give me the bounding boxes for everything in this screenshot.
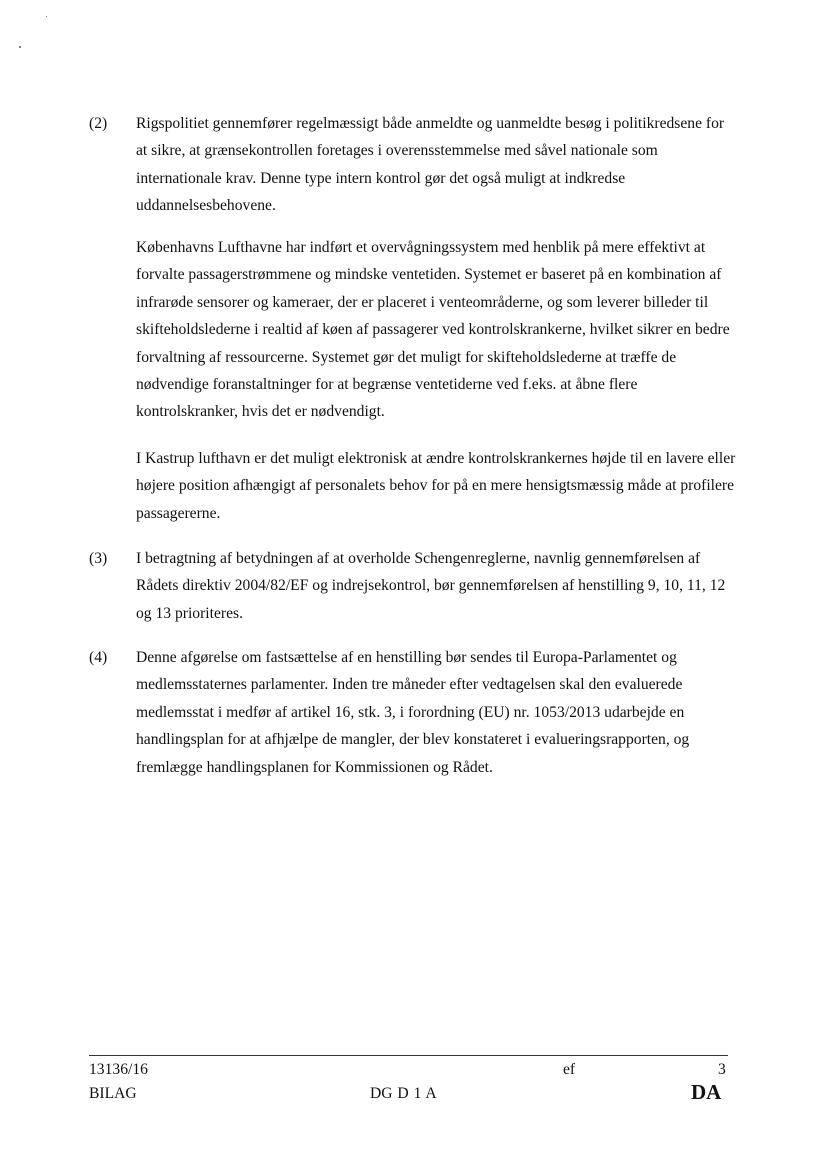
footer-rule bbox=[89, 1055, 728, 1056]
footer-dg: DG D 1 A bbox=[370, 1085, 437, 1102]
footer-doc-number: 13136/16 bbox=[89, 1061, 148, 1078]
scan-speck bbox=[19, 46, 21, 48]
footer-page-number: 3 bbox=[718, 1061, 726, 1078]
footer-initials: ef bbox=[563, 1061, 576, 1078]
paragraph-number: (4) bbox=[89, 649, 108, 666]
footer-annex: BILAG bbox=[89, 1085, 137, 1102]
paragraph-number: (3) bbox=[89, 550, 108, 567]
paragraph-text: I Kastrup lufthavn er det muligt elektronisk at ændre kontrolskrankernes højde til en lavere eller højere position afhængigt af personalets behov for på en mere hensigtsmæssig måde at profilere passagererne. bbox=[136, 450, 736, 522]
scan-speck bbox=[46, 16, 47, 17]
paragraph-text: Rigspolitiet gennemfører regelmæssigt både anmeldte og uanmeldte besøg i politikredsene for at sikre, at grænsekontrollen foretages i overensstemmelse med såvel nationale som internationale krav. Denne type intern kontrol gør det også muligt at indkredse uddannelsesbehovene. bbox=[136, 115, 725, 215]
paragraph-text: I betragtning af betydningen af at overholde Schengenreglerne, navnlig gennemførelsen af Rådets direktiv 2004/82/EF og indrejsekontrol, bør gennemførelsen af henstilling 9, 10, 11, 12 og 13 prioriteres. bbox=[136, 550, 726, 622]
footer-language-code: DA bbox=[691, 1080, 722, 1104]
paragraph-number: (2) bbox=[89, 115, 108, 132]
paragraph-text: Denne afgørelse om fastsættelse af en henstilling bør sendes til Europa-Parlamentet og medlemsstaternes parlamenter. Inden tre måneder efter vedtagelsen skal den evaluerede medlemsstat i medfør af artikel 16, stk. 3, i forordning (EU) nr. 1053/2013 udarbejde en handlingsplan for at afhjælpe de mangler, der blev konstateret i evalueringsrapporten, og fremlægge handlingsplanen for Kommissionen og Rådet. bbox=[136, 649, 690, 776]
paragraph-text: Københavns Lufthavne har indført et overvågningssystem med henblik på mere effektivt at forvalte passagerstrømmene og mindske ventetiden. Systemet er baseret på en kombination af infrarøde sensorer og kameraer, der er placeret i venteområderne, og som leverer billeder til skifteholdslederne i realtid af køen af passagerer ved kontrolskrankerne, hvilket sikrer en bedre forvaltning af ressourcerne. Systemet gør det muligt for skifteholdslederne at træffe de nødvendige foranstaltninger for at begrænse ventetiderne ved f.eks. at åbne flere kontrolskranker, hvis det er nødvendigt. bbox=[136, 239, 730, 421]
